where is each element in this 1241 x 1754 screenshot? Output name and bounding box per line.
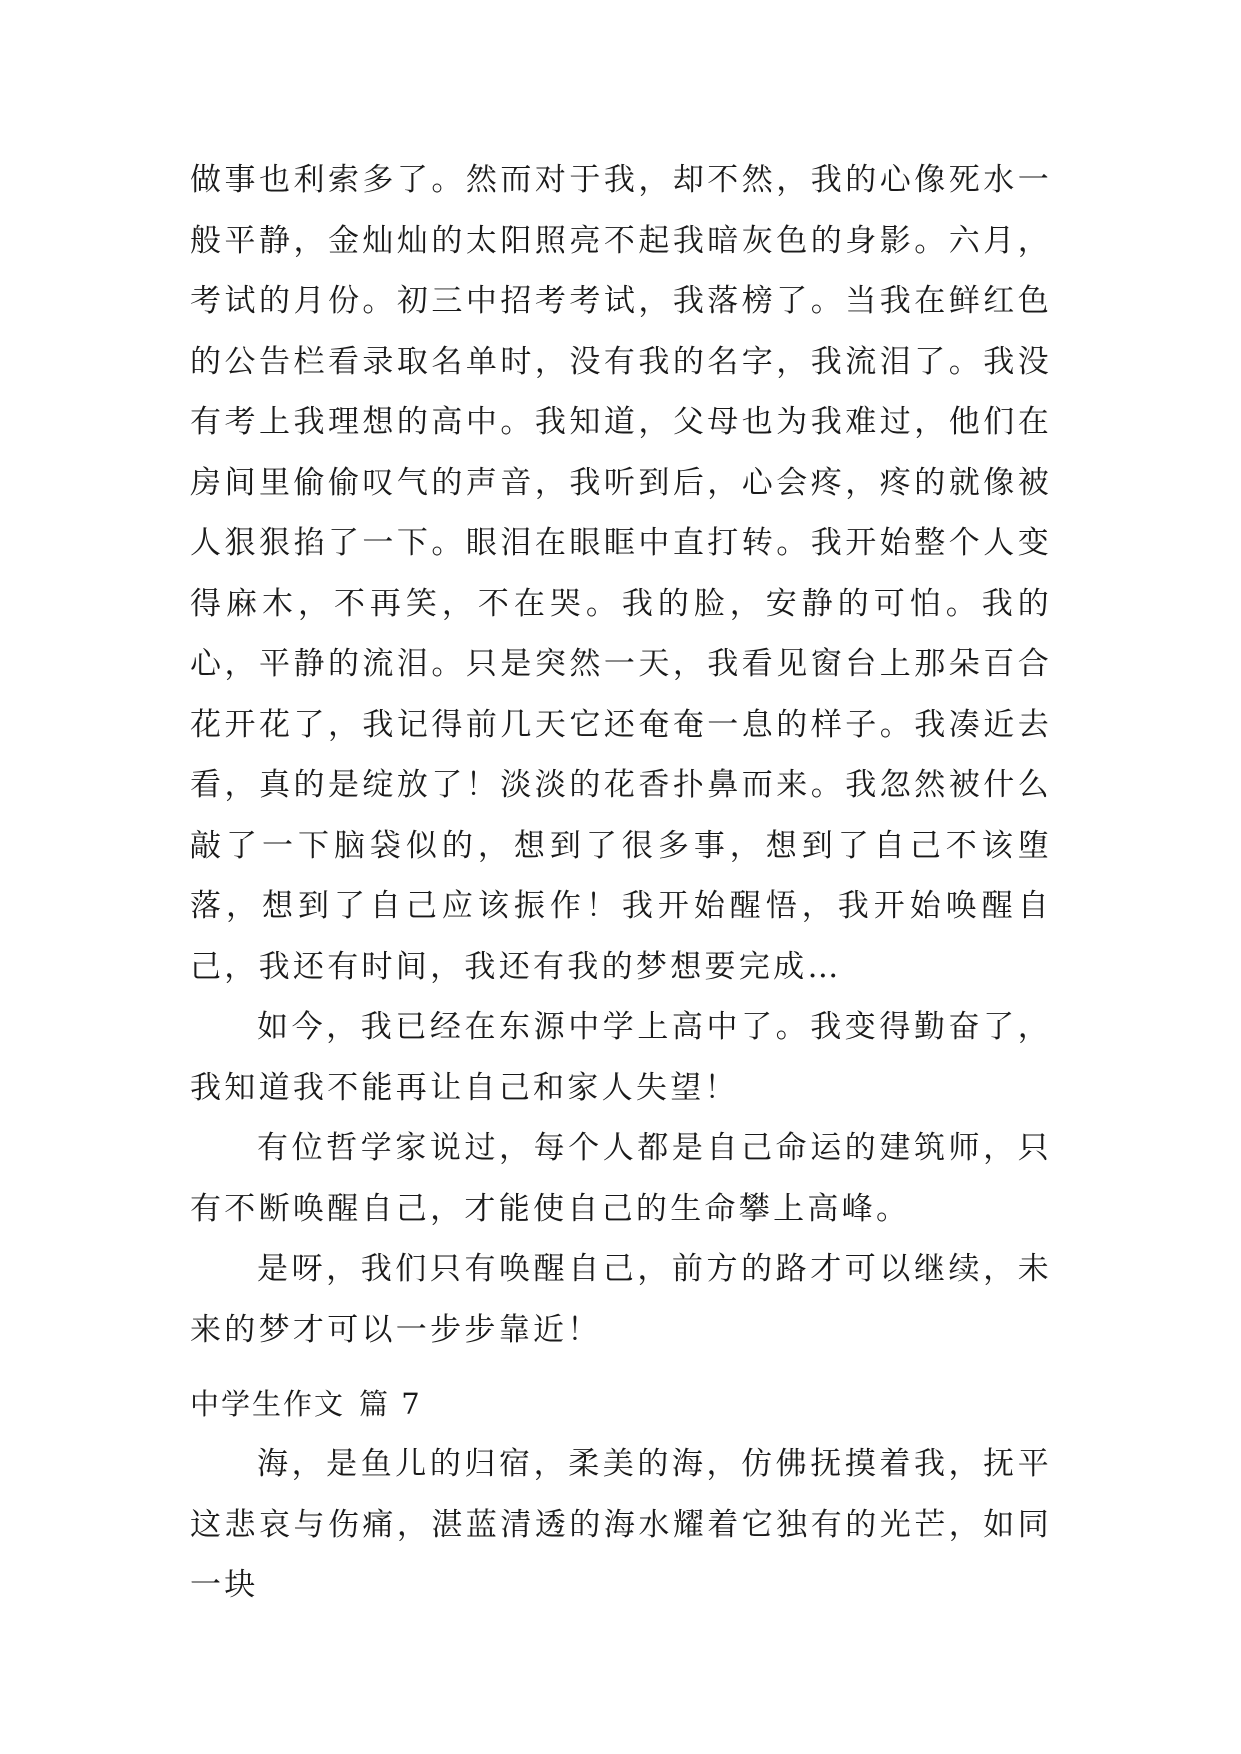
paragraph-sea: 海，是鱼儿的归宿，柔美的海，仿佛抚摸着我，抚平这悲哀与伤痛，湛蓝清透的海水耀着它独有的光芒，如同一块 bbox=[190, 1446, 1052, 1603]
paragraph-conclusion: 是呀，我们只有唤醒自己，前方的路才可以继续，未来的梦才可以一步步靠近！ bbox=[190, 1251, 1052, 1348]
essay-7-body bbox=[190, 1434, 1052, 1616]
section-title: 中学生作文 bbox=[190, 1387, 346, 1421]
section-heading bbox=[190, 1384, 422, 1424]
paragraph-philosopher-quote: 有位哲学家说过，每个人都是自己命运的建筑师，只有不断唤醒自己，才能使自己的生命攀上高峰。 bbox=[190, 1130, 1052, 1227]
essay-body-continued bbox=[190, 150, 1052, 1360]
section-number: 篇 7 bbox=[359, 1387, 422, 1421]
paragraph-continuation: 做事也利索多了。然而对于我，却不然，我的心像死水一般平静，金灿灿的太阳照亮不起我暗灰色的身影。六月，考试的月份。初三中招考考试，我落榜了。当我在鲜红色的公告栏看录取名单时，没有我的名字，我流泪了。我没有考上我理想的高中。我知道，父母也为我难过，他们在房间里偷偷叹气的声音，我听到后，心会疼，疼的就像被人狠狠掐了一下。眼泪在眼眶中直打转。我开始整个人变得麻木，不再笑，不在哭。我的脸，安静的可怕。我的心，平静的流泪。只是突然一天，我看见窗台上那朵百合花开花了，我记得前几天它还奄奄一息的样子。我凑近去看，真的是绽放了！淡淡的花香扑鼻而来。我忽然被什么敲了一下脑袋似的，想到了很多事，想到了自己不该堕落，想到了自己应该振作！我开始醒悟，我开始唤醒自己，我还有时间，我还有我的梦想要完成… bbox=[190, 162, 1052, 985]
paragraph-now-in-high-school: 如今，我已经在东源中学上高中了。我变得勤奋了，我知道我不能再让自己和家人失望！ bbox=[190, 1009, 1052, 1106]
